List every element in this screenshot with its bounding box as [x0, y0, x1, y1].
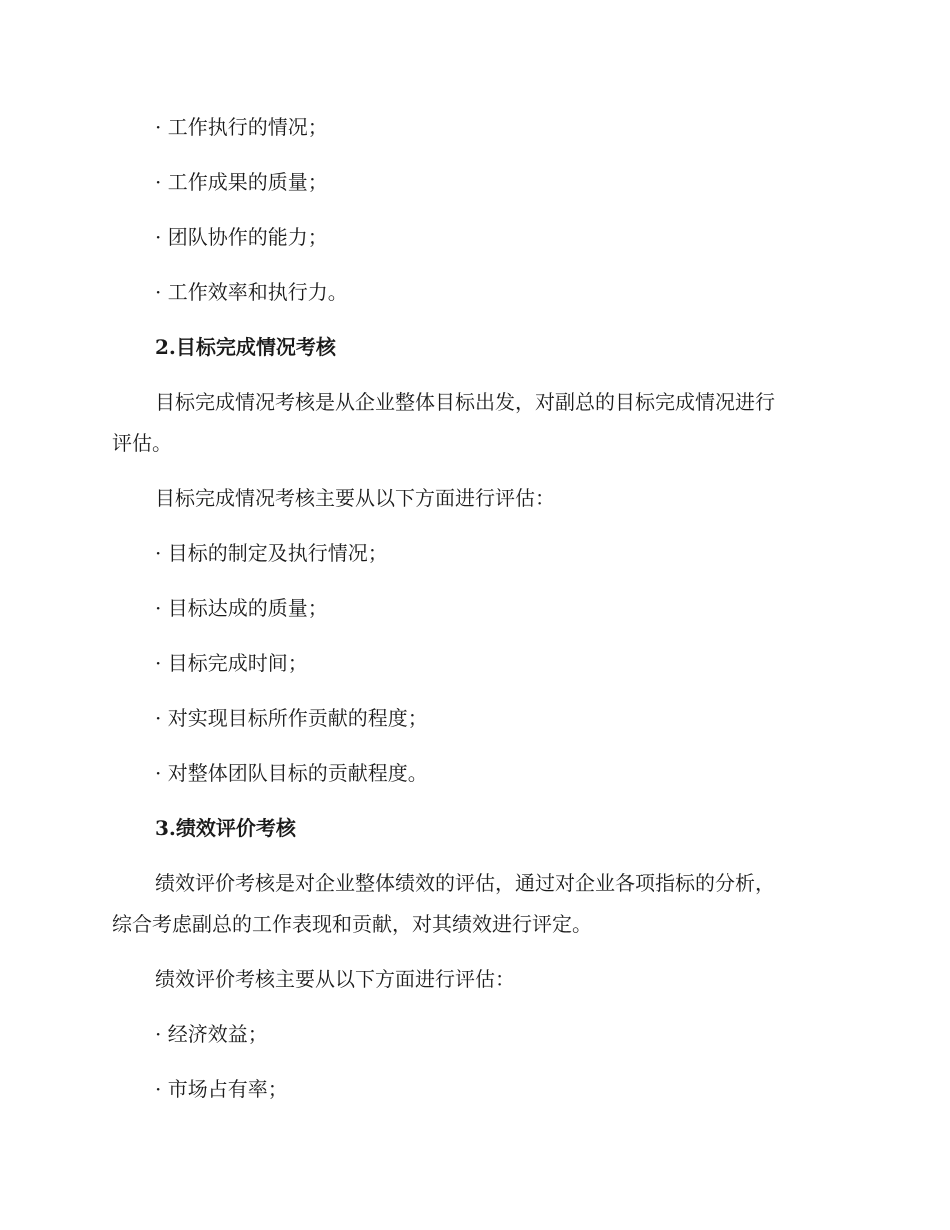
list-item: · 工作执行的情况； [155, 115, 328, 139]
paragraph-line: 目标完成情况考核主要从以下方面进行评估： [155, 486, 555, 510]
paragraph-line: 综合考虑副总的工作表现和贡献，对其绩效进行评定。 [112, 912, 592, 936]
paragraph-line: 评估。 [112, 431, 172, 455]
list-item: · 目标完成时间； [155, 651, 308, 675]
paragraph-line: 绩效评价考核主要从以下方面进行评估： [155, 967, 515, 991]
list-item: · 工作成果的质量； [155, 170, 328, 194]
list-item: · 经济效益； [155, 1022, 268, 1046]
list-item: · 市场占有率； [155, 1077, 288, 1101]
list-item: · 目标达成的质量； [155, 596, 328, 620]
paragraph-line: 绩效评价考核是对企业整体绩效的评估，通过对企业各项指标的分析， [155, 871, 775, 895]
section-heading: 2.目标完成情况考核 [155, 335, 336, 359]
list-item: · 对整体团队目标的贡献程度。 [155, 761, 428, 785]
paragraph-line: 目标完成情况考核是从企业整体目标出发，对副总的目标完成情况进行 [155, 390, 775, 414]
list-item: · 目标的制定及执行情况； [155, 541, 388, 565]
list-item: · 对实现目标所作贡献的程度； [155, 706, 428, 730]
section-heading: 3.绩效评价考核 [155, 816, 296, 840]
list-item: · 团队协作的能力； [155, 225, 328, 249]
list-item: · 工作效率和执行力。 [155, 280, 348, 304]
